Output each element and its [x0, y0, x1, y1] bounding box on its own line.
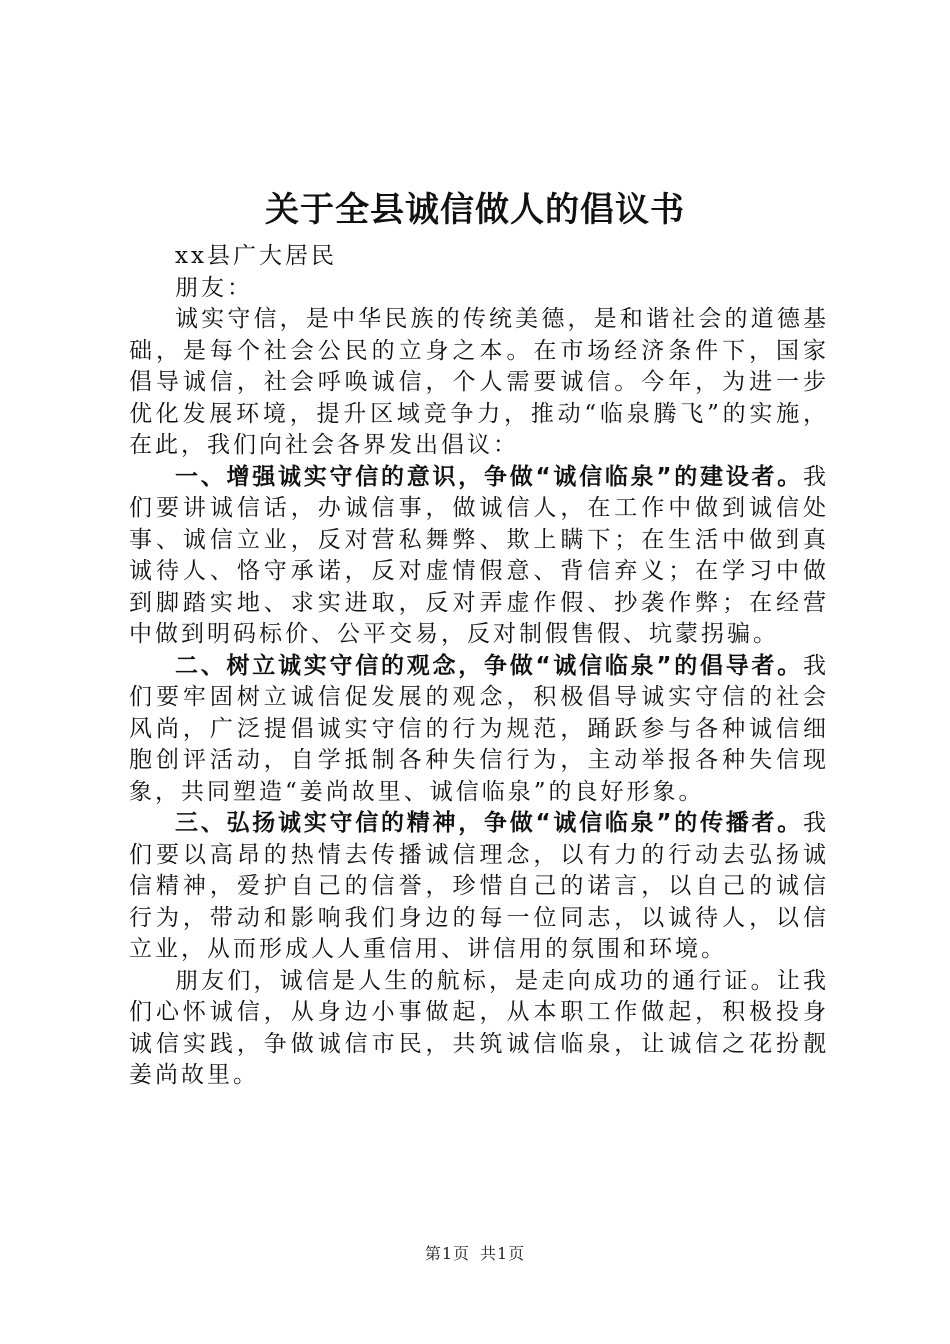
section-1	[129, 462, 829, 651]
intro-paragraph: 诚实守信，是中华民族的传统美德，是和谐社会的道德基础，是每个社会公民的立身之本。在市场经济条件下，国家倡导诚信，社会呼唤诚信，个人需要诚信。今年，为进一步优化发展环境，提升区域竞争力，推动“临泉腾飞”的实施，在此，我们向社会各界发出倡议：	[129, 306, 829, 458]
page-footer	[0, 1244, 950, 1264]
section-1-heading: 一、增强诚实守信的意识，争做“诚信临泉”的建设者。	[175, 463, 803, 490]
salutation-line-1: xx县广大居民	[175, 243, 337, 269]
section-3-text: 我们要以高昂的热情去传播诚信理念，以有力的行动去弘扬诚信精神，爱护自己的信誉，珍惜自己的诺言，以自己的诚信行为，带动和影响我们身边的每一位同志，以诚待人，以信立业，从而形成人人重信用、讲信用的氛围和环境。	[129, 810, 829, 962]
section-3	[129, 808, 829, 966]
section-3-heading: 三、弘扬诚实守信的精神，争做“诚信临泉”的传播者。	[175, 810, 803, 836]
document-body	[129, 241, 829, 1092]
section-2	[129, 651, 829, 809]
closing-paragraph: 朋友们，诚信是人生的航标，是走向成功的通行证。让我们心怀诚信，从身边小事做起，从本职工作做起，积极投身诚信实践，争做诚信市民，共筑诚信临泉，让诚信之花扮靓姜尚故里。	[129, 967, 829, 1088]
section-1-text: 我们要讲诚信话，办诚信事，做诚信人，在工作中做到诚信处事、诚信立业，反对营私舞弊、欺上瞒下；在生活中做到真诚待人、恪守承诺，反对虚情假意、背信弃义；在学习中做到脚踏实地、求实进取，反对弄虚作假、抄袭作弊；在经营中做到明码标价、公平交易，反对制假售假、坑蒙拐骗。	[129, 463, 829, 647]
section-2-text: 我们要牢固树立诚信促发展的观念，积极倡导诚实守信的社会风尚，广泛提倡诚实守信的行为规范，踊跃参与各种诚信细胞创评活动，自学抵制各种失信行为，主动举报各种失信现象，共同塑造“姜尚故里、诚信临泉”的良好形象。	[129, 652, 829, 805]
page-number-total: 共1页	[480, 1244, 526, 1263]
document-title: 关于全县诚信做人的倡议书	[265, 190, 685, 230]
salutation-line-2: 朋友：	[175, 274, 253, 301]
section-2-heading: 二、树立诚实守信的观念，争做“诚信临泉”的倡导者。	[175, 652, 803, 679]
page-number-current: 第1页	[424, 1244, 470, 1263]
